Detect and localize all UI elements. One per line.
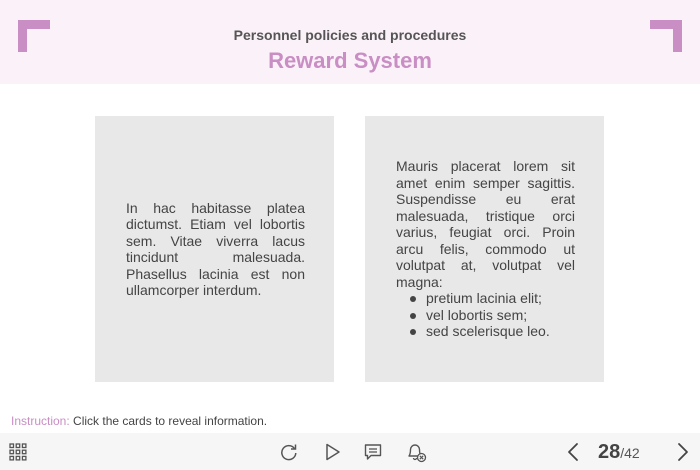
- sound-button[interactable]: [404, 440, 428, 464]
- menu-button[interactable]: [8, 442, 28, 462]
- previous-page-button[interactable]: [562, 441, 584, 463]
- total-pages: /42: [620, 445, 640, 461]
- info-card-right[interactable]: [365, 116, 604, 382]
- instruction-label: Instruction:: [11, 414, 70, 428]
- info-card-left[interactable]: [95, 116, 334, 382]
- instruction: [11, 414, 267, 428]
- replay-icon: [280, 443, 298, 461]
- page-counter: [598, 441, 640, 464]
- play-icon: [325, 443, 341, 461]
- instruction-text: Click the cards to reveal information.: [69, 414, 268, 428]
- transcript-icon: [364, 443, 382, 461]
- current-page: 28: [598, 441, 621, 463]
- chevron-left-icon: [566, 442, 580, 462]
- list-item: sed scelerisque leo.: [396, 323, 575, 340]
- header: [0, 0, 700, 84]
- replay-button[interactable]: [278, 441, 300, 463]
- card-right-content: [396, 158, 575, 340]
- next-page-button[interactable]: [672, 441, 694, 463]
- list-item: vel lobortis sem;: [396, 307, 575, 324]
- grid-menu-icon: [9, 443, 27, 461]
- chevron-right-icon: [676, 442, 690, 462]
- transcript-button[interactable]: [362, 441, 384, 463]
- corner-bracket-top-right: [650, 20, 682, 52]
- card-right-text: Mauris placerat lorem sit amet enim semper sagittis. Suspendisse eu erat malesuada, tristique orci varius, feugiat orci. Proin arcu felis, commodo ut volutpat at, volutpat vel magna:: [396, 158, 575, 290]
- card-left-text: In hac habitasse platea dictumst. Etiam vel lobortis sem. Vitae viverra lacus tincidunt malesuada. Phasellus lacinia est non ullamcorper interdum.: [126, 199, 305, 298]
- card-right-list: [396, 290, 575, 340]
- play-button[interactable]: [322, 441, 344, 463]
- header-subtitle: Personnel policies and procedures: [233, 27, 467, 43]
- list-item: pretium lacinia elit;: [396, 290, 575, 307]
- footer-toolbar: [0, 433, 700, 470]
- page-title: Reward System: [268, 48, 432, 73]
- bell-mute-icon: [405, 441, 427, 463]
